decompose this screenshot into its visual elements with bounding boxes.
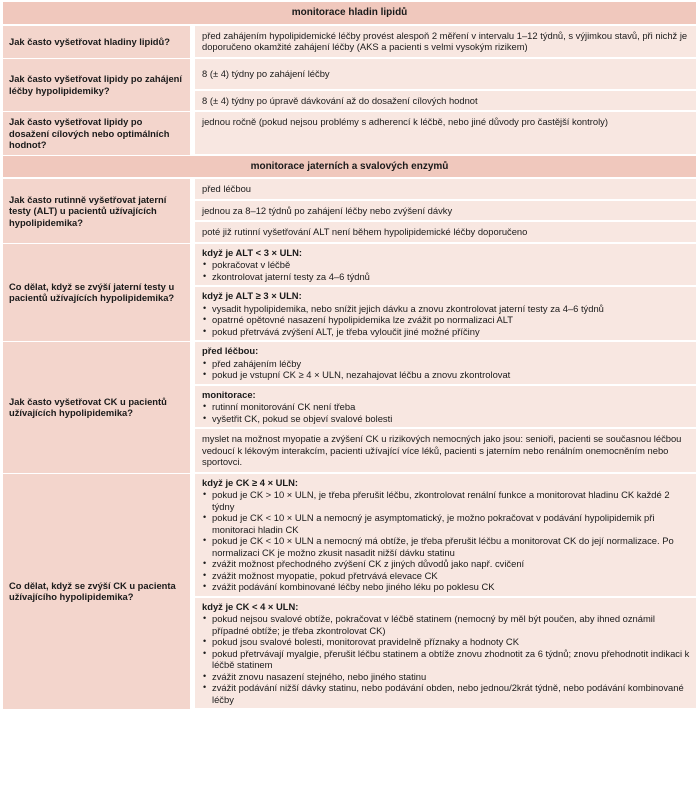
row-answer: poté již rutinní vyšetřování ALT není během hypolipidemické léčby doporučeno xyxy=(195,222,696,244)
table-row xyxy=(3,342,696,386)
bullet-list xyxy=(202,401,690,424)
row-question: Co dělat, když se zvýší CK u pacienta užívajícího hypolipidemika? xyxy=(3,474,190,711)
list-item: • vyšetřit CK, pokud se objeví svalové bolesti xyxy=(202,413,690,425)
row-answer: před léčbou xyxy=(195,179,696,201)
block-heading: když je ALT < 3 × ULN: xyxy=(202,246,303,258)
answer-block xyxy=(195,342,696,386)
section-title: monitorace jaterních a svalových enzymů xyxy=(3,156,696,180)
block-heading: když je CK ≥ 4 × ULN: xyxy=(202,476,299,488)
list-item: • pokračovat v léčbě xyxy=(202,259,690,271)
row-question: Jak často vyšetřovat hladiny lipidů? xyxy=(3,26,190,59)
row-question: Jak často rutinně vyšetřovat jaterní testy (ALT) u pacientů užívajících hypolipidemika? xyxy=(3,179,190,244)
row-answer: 8 (± 4) týdny po zahájení léčby xyxy=(195,59,696,91)
row-answer: myslet na možnost myopatie a zvýšení CK u rizikových nemocných jako jsou: senioři, pacienti se současnou léčbou vedoucí k lékovým interakcím, pacienti užívající více léků, pacienti s jaterním nebo renálním onemocněním nebo sportovci. xyxy=(195,429,696,474)
block-heading: před léčbou: xyxy=(202,345,259,356)
section-header-lipids xyxy=(3,2,696,26)
row-question: Co dělat, když se zvýší jaterní testy u pacientů užívajících hypolipidemika? xyxy=(3,244,190,343)
list-item: • zvážit možnost přechodného zvýšení CK z jiných důvodů jako např. cvičení xyxy=(202,558,690,570)
list-item: • pokud přetrvává zvýšení ALT, je třeba vyloučit jiné možné příčiny xyxy=(202,326,690,338)
guideline-table xyxy=(3,2,696,710)
row-question: Jak často vyšetřovat lipidy po dosažení cílových nebo optimálních hodnot? xyxy=(3,112,190,156)
table-row xyxy=(3,179,696,201)
list-item: • rutinní monitorování CK není třeba xyxy=(202,401,690,413)
bullet-list xyxy=(202,489,690,593)
row-answer: jednou za 8–12 týdnů po zahájení léčby nebo zvýšení dávky xyxy=(195,201,696,223)
row-answer: před zahájením hypolipidemické léčby provést alespoň 2 měření v intervalu 1–12 týdnů, s výjimkou stavů, při nichž je doporučeno okamžité zahájení léčby (AKS a pacienti s velmi vysokým rizikem) xyxy=(195,26,696,59)
list-item: • vysadit hypolipidemika, nebo snížit jejich dávku a znovu zkontrolovat jaterní testy za 4–6 týdnů xyxy=(202,303,690,315)
table-row xyxy=(3,26,696,59)
list-item: • zvážit podávání kombinované léčby nebo jiného léku po poklesu CK xyxy=(202,581,690,593)
table-row xyxy=(3,59,696,91)
list-item: • pokud je CK > 10 × ULN, je třeba přerušit léčbu, zkontrolovat renální funkce a monitorovat hladinu CK každé 2 týdny xyxy=(202,489,690,512)
table-row xyxy=(3,244,696,288)
list-item: • pokud je vstupní CK ≥ 4 × ULN, nezahajovat léčbu a znovu zkontrolovat xyxy=(202,369,690,381)
bullet-list xyxy=(202,303,690,338)
bullet-list xyxy=(202,358,690,381)
list-item: • před zahájením léčby xyxy=(202,358,690,370)
bullet-list xyxy=(202,259,690,282)
row-answer: jednou ročně (pokud nejsou problémy s adherencí k léčbě, nebo jiné důvody pro častější kontroly) xyxy=(195,112,696,156)
answer-block xyxy=(195,287,696,342)
bullet-list xyxy=(202,613,690,705)
table-row xyxy=(3,474,696,598)
answer-block xyxy=(195,386,696,430)
list-item: • pokud přetrvávají myalgie, přerušit léčbu statinem a obtíže znovu zhodnotit za 6 týdnů; znovu přehodnotit indikaci k léčbě statinem xyxy=(202,648,690,671)
list-item: • zvážit znovu nasazení stejného, nebo jiného statinu xyxy=(202,671,690,683)
list-item: • pokud jsou svalové bolesti, monitorovat pravidelně příznaky a hodnoty CK xyxy=(202,636,690,648)
block-heading: monitorace: xyxy=(202,388,256,400)
answer-block xyxy=(195,474,696,598)
section-title: monitorace hladin lipidů xyxy=(3,2,696,26)
block-heading: když je CK < 4 × ULN: xyxy=(202,600,299,612)
list-item: • opatrné opětovné nasazení hypolipidemika lze zvážit po normalizaci ALT xyxy=(202,314,690,326)
row-question: Jak často vyšetřovat CK u pacientů užívajících hypolipidemika? xyxy=(3,342,190,474)
row-answer: 8 (± 4) týdny po úpravě dávkování až do dosažení cílových hodnot xyxy=(195,91,696,113)
list-item: • zvážit možnost myopatie, pokud přetrvává elevace CK xyxy=(202,570,690,582)
list-item: • pokud je CK < 10 × ULN a nemocný je asymptomatický, je možno pokračovat v podávání hypolipidemik při monitoraci hladin CK xyxy=(202,512,690,535)
answer-block xyxy=(195,598,696,711)
section-header-enzymes xyxy=(3,156,696,180)
table-row xyxy=(3,112,696,156)
list-item: • pokud je CK < 10 × ULN a nemocný má obtíže, je třeba přerušit léčbu a monitorovat CK do její normalizace. Po normalizaci CK je možno zkusit nasadit nižší dávku statinu xyxy=(202,535,690,558)
list-item: • zvážit podávání nižší dávky statinu, nebo podávání obden, nebo jednou/2krát týdně, nebo podávání kombinované léčby xyxy=(202,682,690,705)
block-heading: když je ALT ≥ 3 × ULN: xyxy=(202,290,302,301)
list-item: • zkontrolovat jaterní testy za 4–6 týdnů xyxy=(202,271,690,283)
row-question: Jak často vyšetřovat lipidy po zahájení léčby hypolipidemiky? xyxy=(3,59,190,113)
answer-block xyxy=(195,244,696,288)
list-item: • pokud nejsou svalové obtíže, pokračovat v léčbě statinem (nemocný by měl být poučen, aby ihned oznámil případné obtíže; je třeba zkontrolovat CK) xyxy=(202,613,690,636)
